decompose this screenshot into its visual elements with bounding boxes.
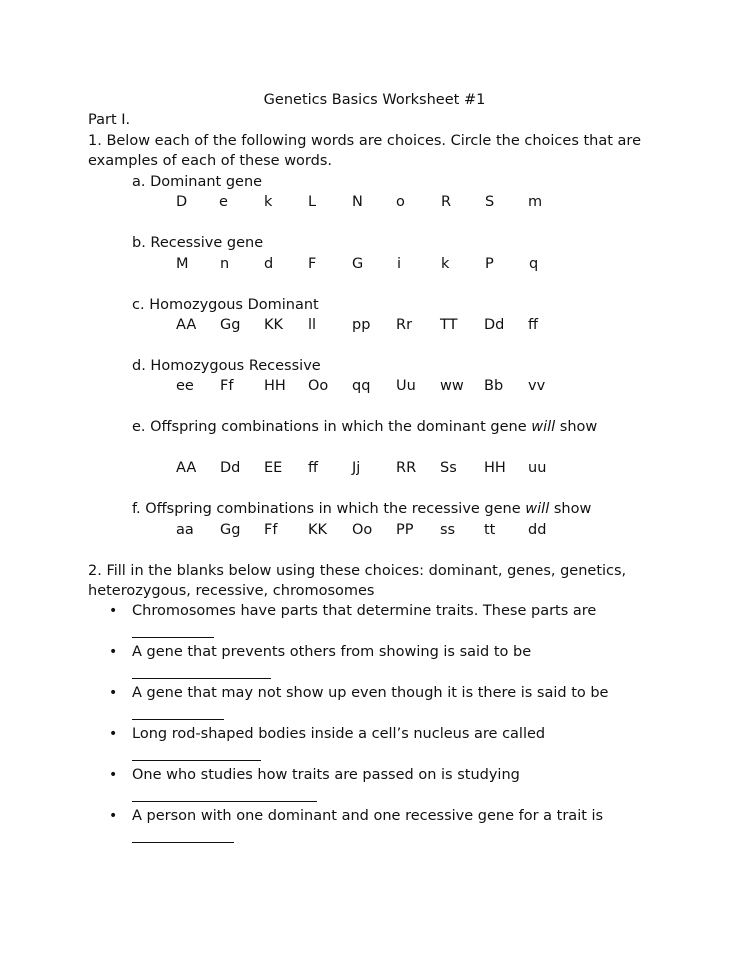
bullet-glyph: • (109, 685, 118, 701)
q1e-label-emphasis: will (531, 419, 556, 435)
choice: ww (440, 378, 464, 394)
choice: o (396, 194, 405, 210)
choice: uu (528, 460, 547, 476)
q1b-choices (0, 254, 749, 274)
choice: EE (264, 460, 283, 476)
choice: RR (396, 460, 417, 476)
choice: aa (176, 522, 194, 538)
q2-item-text: A person with one dominant and one recessive gene for a trait is (132, 808, 604, 824)
answer-blank[interactable] (132, 719, 224, 720)
choice: ll (308, 317, 317, 333)
q1a-label: a. Dominant gene (132, 174, 263, 190)
choice: HH (264, 378, 286, 394)
q2-item-text: A gene that prevents others from showing is said to be (132, 644, 532, 660)
bullet-glyph: • (109, 808, 118, 824)
q1e-label-text: e. Offspring combinations in which the dominant gene (132, 419, 532, 435)
q1f-choices (0, 520, 749, 540)
bullet-glyph: • (109, 603, 118, 619)
answer-blank[interactable] (132, 842, 234, 843)
choice: Gg (220, 522, 241, 538)
choice: Dd (220, 460, 241, 476)
q1-instruction-line2: examples of each of these words. (88, 153, 333, 169)
choice: dd (528, 522, 547, 538)
choice: Gg (220, 317, 241, 333)
choice: n (220, 256, 230, 272)
q2-instruction-line2: heterozygous, recessive, chromosomes (88, 583, 375, 599)
choice: PP (396, 522, 414, 538)
answer-blank[interactable] (132, 801, 317, 802)
choice: ff (528, 317, 538, 333)
part-heading: Part I. (88, 112, 131, 128)
choice: vv (528, 378, 546, 394)
q2-item-text: Chromosomes have parts that determine traits. These parts are (132, 603, 597, 619)
choice: Ff (264, 522, 278, 538)
choice: AA (176, 460, 197, 476)
q1d-choices (0, 376, 749, 396)
answer-blank[interactable] (132, 760, 261, 761)
q1c-label: c. Homozygous Dominant (132, 297, 319, 313)
q1f-label (132, 499, 591, 519)
q1b-label: b. Recessive gene (132, 235, 264, 251)
choice: q (529, 256, 539, 272)
choice: Rr (396, 317, 413, 333)
choice: Ss (440, 460, 457, 476)
choice: AA (176, 317, 197, 333)
choice: Dd (484, 317, 505, 333)
bullet-glyph: • (109, 767, 118, 783)
choice: KK (308, 522, 328, 538)
choice: ss (440, 522, 456, 538)
q1f-label-emphasis: will (525, 501, 550, 517)
choice: D (176, 194, 188, 210)
choice: ee (176, 378, 194, 394)
q1f-label-text: f. Offspring combinations in which the recessive gene (132, 501, 526, 517)
choice: Ff (220, 378, 234, 394)
q1d-label: d. Homozygous Recessive (132, 358, 321, 374)
choice: e (219, 194, 228, 210)
choice: m (528, 194, 543, 210)
choice: Oo (352, 522, 373, 538)
q1e-label-tail: show (555, 419, 598, 435)
q2-item-text: One who studies how traits are passed on is studying (132, 767, 520, 783)
q1-instruction-line1: 1. Below each of the following words are choices. Circle the choices that are (88, 133, 641, 149)
q1a-choices (0, 192, 749, 212)
choice: tt (484, 522, 496, 538)
choice: k (441, 256, 450, 272)
choice: N (352, 194, 363, 210)
q2-instruction-line1: 2. Fill in the blanks below using these choices: dominant, genes, genetics, (88, 563, 627, 579)
choice: k (264, 194, 273, 210)
choice: KK (264, 317, 284, 333)
choice: TT (440, 317, 458, 333)
q1e-label (132, 417, 597, 437)
q2-item-text: Long rod-shaped bodies inside a cell’s nucleus are called (132, 726, 546, 742)
q1e-choices (0, 458, 749, 478)
choice: Bb (484, 378, 504, 394)
bullet-glyph: • (109, 726, 118, 742)
choice: d (264, 256, 274, 272)
choice: R (441, 194, 452, 210)
choice: S (485, 194, 495, 210)
choice: HH (484, 460, 506, 476)
answer-blank[interactable] (132, 678, 271, 679)
choice: pp (352, 317, 371, 333)
worksheet-title: Genetics Basics Worksheet #1 (263, 92, 486, 108)
choice: Jj (352, 460, 361, 476)
choice: i (397, 256, 402, 272)
answer-blank[interactable] (132, 637, 214, 638)
bullet-glyph: • (109, 644, 118, 660)
q2-item-text: A gene that may not show up even though it is there is said to be (132, 685, 609, 701)
q1c-choices (0, 315, 749, 335)
choice: qq (352, 378, 371, 394)
choice: Uu (396, 378, 416, 394)
choice: ff (308, 460, 318, 476)
choice: Oo (308, 378, 329, 394)
choice: P (485, 256, 494, 272)
choice: M (176, 256, 189, 272)
q1f-label-tail: show (549, 501, 592, 517)
choice: L (308, 194, 317, 210)
choice: F (308, 256, 317, 272)
choice: G (352, 256, 364, 272)
